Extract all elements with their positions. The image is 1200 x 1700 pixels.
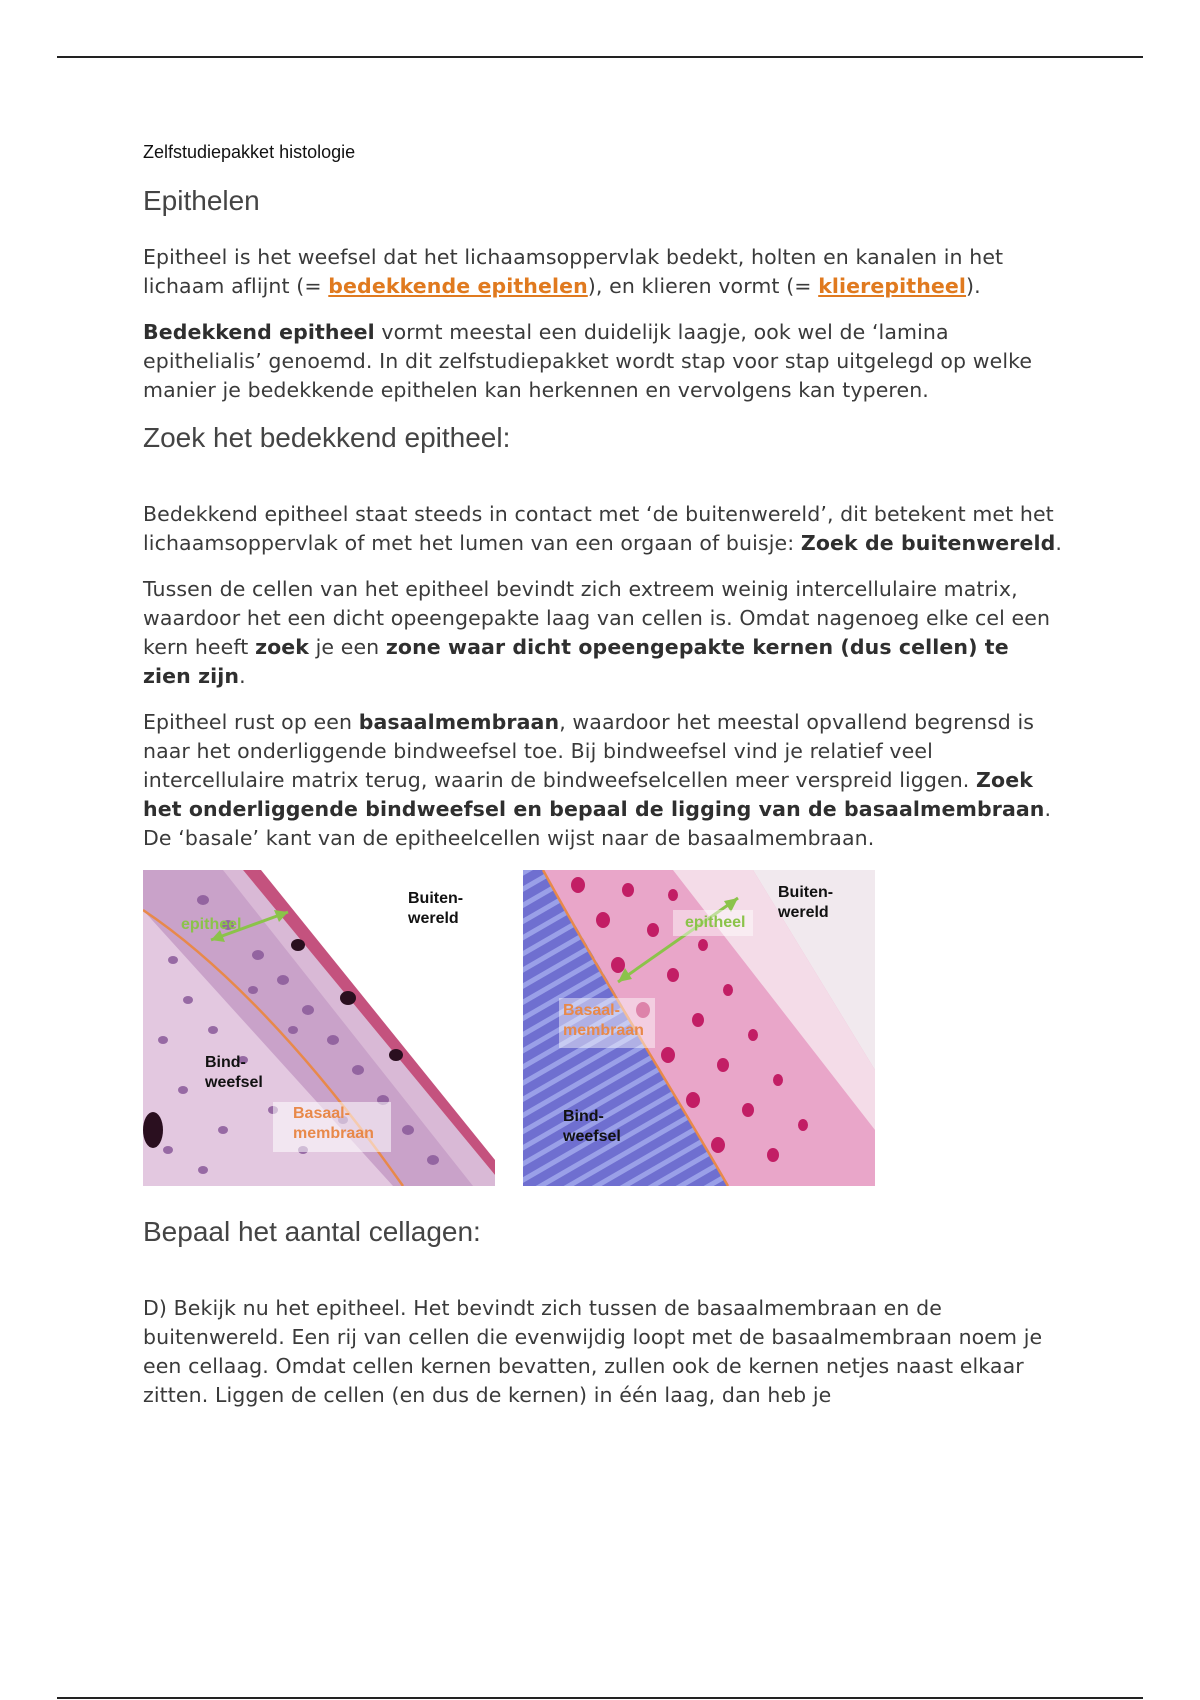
label-basaalmembraan-2: membraan (563, 1022, 644, 1039)
section-title-cellagen: Bepaal het aantal cellagen: (143, 1216, 481, 1247)
paragraph-bedekkend-epitheel (143, 318, 1063, 405)
label-basaalmembraan-1: Basaal- (563, 1002, 620, 1019)
label-bindweefsel-2: weefsel (563, 1128, 621, 1145)
page-title: Epithelen (143, 185, 260, 216)
intro-text-1: Epitheel is het weefsel dat het lichaamsoppervlak bedekt, holten en kanalen in het lichaam aflijnt (= (143, 245, 1004, 298)
intro-text-2: ), en klieren vormt (= (587, 274, 819, 298)
label-buitenwereld-1: Buiten- (778, 884, 834, 901)
label-epitheel: epitheel (685, 914, 746, 931)
paragraph-text: . (1055, 531, 1062, 555)
label-basaalmembraan-1: Basaal- (293, 1105, 350, 1122)
bottom-rule (57, 1697, 1143, 1699)
paragraph-buitenwereld (143, 500, 1063, 558)
intro-paragraph (143, 243, 1063, 301)
bold-term: Bedekkend epitheel (143, 320, 375, 344)
paragraph-text: . De ‘basale’ kant van de epitheelcellen wijst naar de basaalmembraan. (143, 797, 1052, 850)
label-bindweefsel-1: Bind- (205, 1054, 246, 1071)
header-label: Zelfstudiepakket histologie (143, 142, 356, 162)
figures-row (143, 870, 1063, 1202)
label-basaalmembraan-2: membraan (293, 1125, 374, 1142)
link-bedekkende-epithelen[interactable]: bedekkende epithelen (328, 274, 588, 298)
label-buitenwereld-2: wereld (408, 910, 459, 927)
label-epitheel: epitheel (181, 916, 242, 933)
paragraph-text: , waardoor het meestal opvallend begrensd is naar het onderliggende bindweefsel toe. Bij bindweefsel vind je relatief veel intercellulaire matrix terug, waarin de bindweefselcellen meer verspreid liggen. (143, 710, 1035, 792)
paragraph-text: vormt meestal een duidelijk laagje, ook wel de ‘lamina epithelialis’ genoemd. In dit zelfstudiepakket wordt stap voor stap uitgelegd op welke manier je bedekkende epithelen kan herkennen en vervolgens kan typeren. (143, 320, 1033, 402)
paragraph-text: je een (309, 635, 386, 659)
paragraph-text: Epitheel rust op een (143, 710, 359, 734)
bold-term: zoek (255, 635, 310, 659)
paragraph-kernen (143, 575, 1063, 691)
histology-figure-2 (523, 870, 875, 1186)
page-content (143, 142, 1063, 1427)
label-bindweefsel-1: Bind- (563, 1108, 604, 1125)
bold-term: Zoek het onderliggende bindweefsel en bepaal de ligging van de basaalmembraan (143, 768, 1045, 821)
paragraph-basaalmembraan (143, 708, 1063, 853)
top-rule (57, 56, 1143, 58)
paragraph-text: Bedekkend epitheel staat steeds in contact met ‘de buitenwereld’, dit betekent met het lichaamsoppervlak of met het lumen van een orgaan of buisje: (143, 502, 1054, 555)
bold-term: Zoek de buitenwereld (800, 531, 1056, 555)
link-klierepitheel[interactable]: klierepitheel (818, 274, 967, 298)
histology-figure-1 (143, 870, 495, 1186)
bold-term: zone waar dicht opeengepakte kernen (dus cellen) te zien zijn (143, 635, 1009, 688)
label-bindweefsel-2: weefsel (205, 1074, 263, 1091)
paragraph-text: . (239, 664, 246, 688)
paragraph-cellagen: D) Bekijk nu het epitheel. Het bevindt zich tussen de basaalmembraan en de buitenwereld. Een rij van cellen die evenwijdig loopt met de basaalmembraan noem je een cellaag. Omdat cellen kernen bevatten, zullen ook de kernen netjes naast elkaar zitten. Liggen de cellen (en dus de kernen) in één laag, dan heb je (143, 1296, 1043, 1407)
paragraph-text: Tussen de cellen van het epitheel bevindt zich extreem weinig intercellulaire matrix, waardoor het een dicht opeengepakte laag van cellen is. Omdat nagenoeg elke cel een kern heeft (143, 577, 1051, 659)
label-buitenwereld-2: wereld (778, 904, 829, 921)
label-buitenwereld-1: Buiten- (408, 890, 464, 907)
section-title-zoek: Zoek het bedekkend epitheel: (143, 422, 511, 453)
bold-term: basaalmembraan (358, 710, 560, 734)
intro-text-3: ). (966, 274, 981, 298)
